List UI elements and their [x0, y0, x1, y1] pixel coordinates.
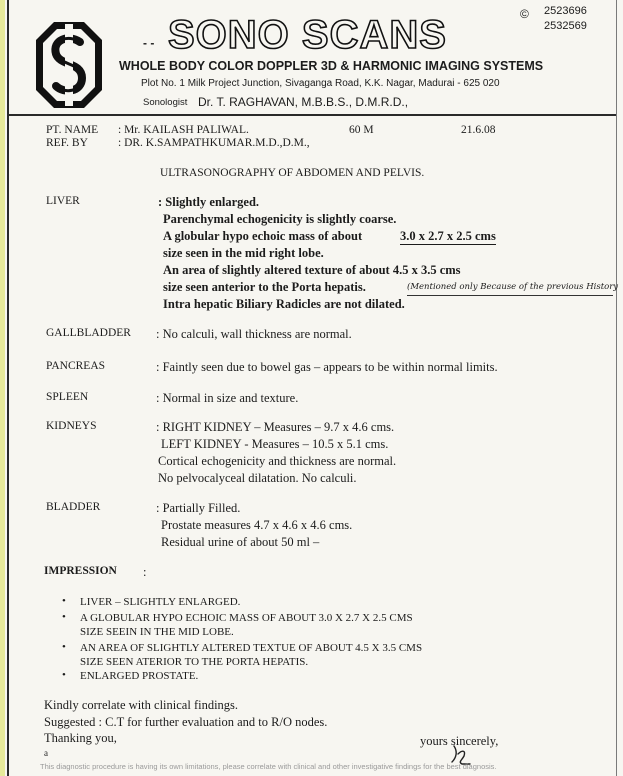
- left-border-line: [7, 0, 9, 776]
- patient-name-value: : Mr. KAILASH PALIWAL.: [118, 124, 249, 136]
- impression-bullet-3: •: [62, 641, 66, 653]
- closing-line-3: Thanking you,: [44, 731, 117, 745]
- gallbladder-label: GALLBLADDER: [46, 327, 131, 339]
- copyright-mark: ©: [520, 7, 529, 21]
- sono-scans-logo-icon: [34, 20, 104, 110]
- impression-item-1: LIVER – SLIGHTLY ENLARGED.: [80, 596, 241, 608]
- phone-1: 2523696: [544, 5, 587, 17]
- liver-line-7: Intra hepatic Biliary Radicles are not dilated.: [163, 297, 405, 311]
- kidneys-line-3: Cortical echogenicity and thickness are normal.: [158, 454, 397, 468]
- header-divider: [8, 114, 616, 116]
- tagline: WHOLE BODY COLOR DOPPLER 3D & HARMONIC IMAGING SYSTEMS: [119, 59, 544, 73]
- signoff: yours sincerely,: [420, 734, 499, 748]
- sonologist-name: Dr. T. RAGHAVAN, M.B.B.S., D.M.R.D.,: [198, 95, 409, 109]
- kidneys-line-2: LEFT KIDNEY - Measures – 10.5 x 5.1 cms.: [161, 437, 389, 451]
- header-dash: - -: [143, 36, 155, 50]
- patient-name-label: PT. NAME: [46, 124, 99, 136]
- address: Plot No. 1 Milk Project Junction, Sivaganga Road, K.K. Nagar, Madurai - 625 020: [141, 78, 500, 89]
- impression-bullet-1: •: [62, 595, 66, 607]
- bladder-line-2: Prostate measures 4.7 x 4.6 x 4.6 cms.: [161, 518, 353, 532]
- impression-item-4: ENLARGED PROSTATE.: [80, 670, 199, 682]
- handwritten-underline: [407, 295, 613, 296]
- impression-bullet-2: •: [62, 611, 66, 623]
- patient-age-sex: 60 M: [349, 124, 374, 136]
- sonologist-label: Sonologist: [143, 97, 188, 108]
- kidneys-label: KIDNEYS: [46, 420, 97, 432]
- left-margin-strip: [0, 0, 5, 776]
- page-mark: a: [44, 748, 48, 758]
- pancreas-label: PANCREAS: [46, 360, 106, 372]
- impression-colon: :: [143, 565, 147, 579]
- impression-label: IMPRESSION: [44, 565, 117, 577]
- bladder-label: BLADDER: [46, 501, 101, 513]
- closing-line-2: Suggested : C.T for further evaluation and to R/O nodes.: [44, 715, 328, 729]
- referred-by-label: REF. BY: [46, 137, 88, 149]
- brand-name: SONO SCANS: [168, 13, 447, 57]
- right-border-line: [616, 0, 617, 776]
- impression-bullet-4: •: [62, 669, 66, 681]
- closing-line-1: Kindly correlate with clinical findings.: [44, 698, 239, 712]
- pancreas-text: : Faintly seen due to bowel gas – appears to be within normal limits.: [156, 360, 498, 374]
- liver-line-4: size seen in the mid right lobe.: [163, 246, 324, 260]
- handwritten-note: (Mentioned only Because of the previous History: [407, 282, 619, 292]
- report-title: ULTRASONOGRAPHY OF ABDOMEN AND PELVIS.: [160, 167, 425, 179]
- impression-item-3: AN AREA OF SLIGHTLY ALTERED TEXTUE OF ABOUT 4.5 X 3.5 CMS: [80, 642, 423, 654]
- referred-by-value: : DR. K.SAMPATHKUMAR.M.D.,D.M.,: [118, 137, 310, 149]
- kidneys-line-1: : RIGHT KIDNEY – Measures – 9.7 x 4.6 cms.: [156, 420, 395, 434]
- impression-item-2: A GLOBULAR HYPO ECHOIC MASS OF ABOUT 3.0 X 2.7 X 2.5 CMS: [80, 612, 413, 624]
- liver-line-6: size seen anterior to the Porta hepatis.: [163, 280, 366, 294]
- spleen-label: SPLEEN: [46, 391, 89, 403]
- liver-line-1: : Slightly enlarged.: [158, 195, 260, 209]
- impression-item-2-cont: SIZE SEEIN IN THE MID LOBE.: [80, 626, 234, 638]
- liver-line-2: Parenchymal echogenicity is slightly coarse.: [163, 212, 397, 226]
- bladder-line-3: Residual urine of about 50 ml –: [161, 535, 320, 549]
- kidneys-line-4: No pelvocalyceal dilatation. No calculi.: [158, 471, 357, 485]
- liver-label: LIVER: [46, 195, 80, 207]
- liver-line-3: A globular hypo echoic mass of about: [163, 229, 363, 243]
- footer-disclaimer: This diagnostic procedure is having its own limitations, please correlate with clinical and other investigative findings for the best diagnosis.: [40, 762, 497, 771]
- impression-item-3-cont: SIZE SEEN ATERIOR TO THE PORTA HEPATIS.: [80, 656, 309, 668]
- liver-mass-size: 3.0 x 2.7 x 2.5 cms: [400, 229, 496, 243]
- phone-2: 2532569: [544, 20, 587, 32]
- spleen-text: : Normal in size and texture.: [156, 391, 299, 405]
- liver-line-5: An area of slightly altered texture of about 4.5 x 3.5 cms: [163, 263, 461, 277]
- bladder-line-1: : Partially Filled.: [156, 501, 241, 515]
- gallbladder-text: : No calculi, wall thickness are normal.: [156, 327, 352, 341]
- report-date: 21.6.08: [461, 124, 496, 136]
